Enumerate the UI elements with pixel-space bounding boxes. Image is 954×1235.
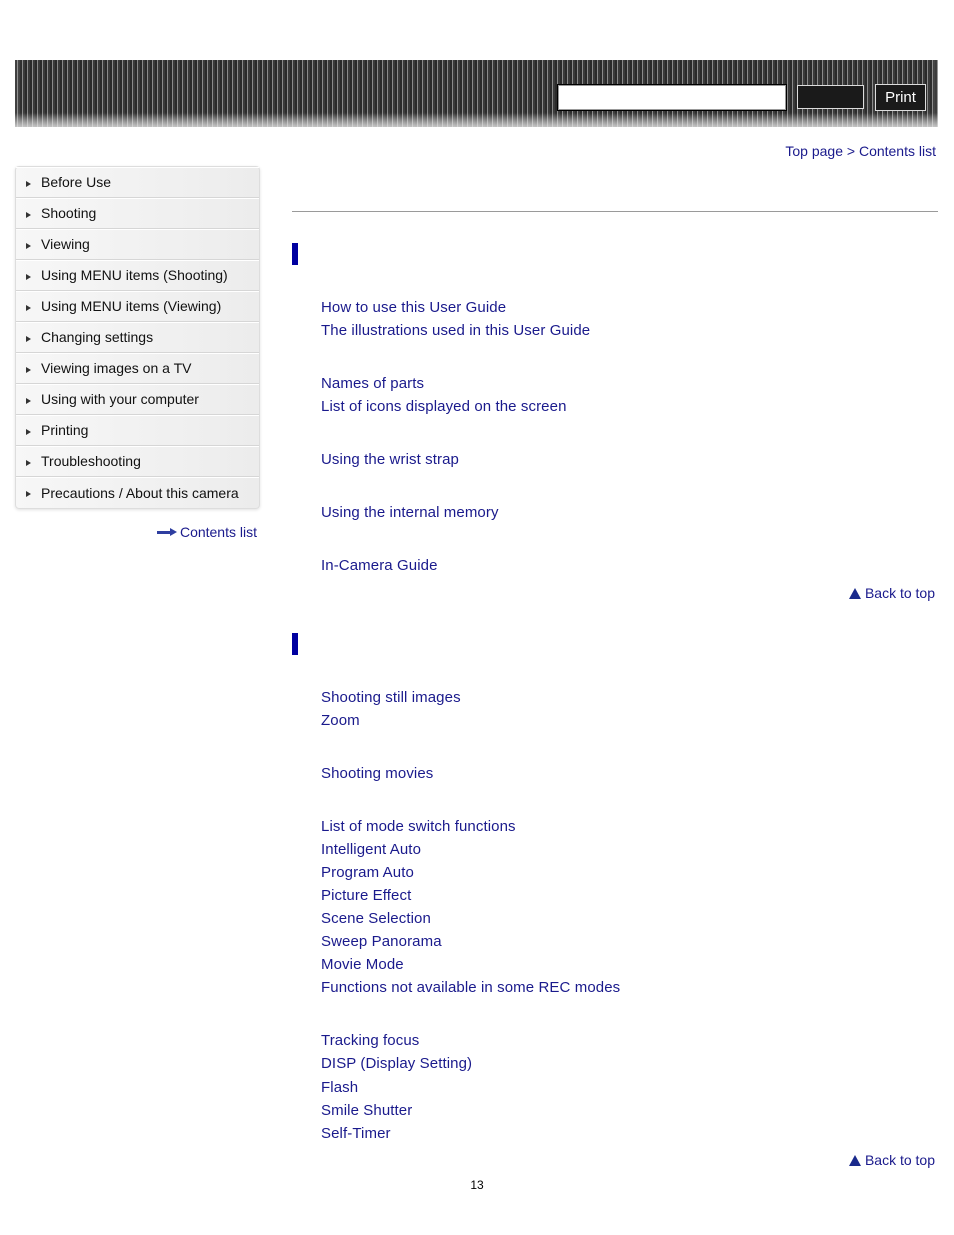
sidebar-item-using-with-computer[interactable]	[16, 384, 259, 415]
link-shooting-still-images[interactable]: Shooting still images	[321, 689, 461, 706]
link-how-to-use[interactable]: How to use this User Guide	[321, 299, 507, 316]
sidebar-item-shooting[interactable]	[16, 198, 259, 229]
link-mode-switch-functions[interactable]: List of mode switch functions	[321, 818, 516, 835]
breadcrumb-top-page[interactable]: Top page	[785, 143, 843, 159]
arrow-right-icon	[157, 528, 177, 536]
triangle-right-icon	[26, 398, 31, 404]
section-marker	[292, 243, 298, 265]
link-tracking-focus[interactable]: Tracking focus	[321, 1032, 420, 1049]
sidebar-item-changing-settings[interactable]	[16, 322, 259, 353]
link-smile-shutter[interactable]: Smile Shutter	[321, 1102, 413, 1119]
triangle-up-icon	[849, 588, 861, 599]
triangle-right-icon	[26, 274, 31, 280]
search-input[interactable]	[558, 85, 786, 110]
link-sweep-panorama[interactable]: Sweep Panorama	[321, 933, 442, 950]
sidebar-item-printing[interactable]	[16, 415, 259, 446]
triangle-right-icon	[26, 181, 31, 187]
link-flash[interactable]: Flash	[321, 1079, 359, 1096]
sidebar-item-label: Precautions / About this camera	[41, 484, 239, 501]
triangle-up-icon	[849, 1155, 861, 1166]
triangle-right-icon	[26, 367, 31, 373]
link-intelligent-auto[interactable]: Intelligent Auto	[321, 841, 422, 858]
link-illustrations[interactable]: The illustrations used in this User Guide	[321, 322, 591, 339]
sidebar-item-menu-viewing[interactable]	[16, 291, 259, 322]
sidebar-item-label: Shooting	[41, 205, 97, 221]
breadcrumb-separator: >	[842, 143, 859, 159]
sidebar-item-label: Viewing	[41, 236, 90, 252]
triangle-right-icon	[26, 460, 31, 466]
back-to-top-label: Back to top	[864, 585, 935, 601]
link-functions-not-available[interactable]: Functions not available in some REC modes	[321, 979, 621, 996]
sidebar-item-viewing-on-tv[interactable]	[16, 353, 259, 384]
sidebar-item-label: Printing	[41, 422, 89, 438]
breadcrumb-contents-list[interactable]: Contents list	[858, 143, 936, 159]
sidebar-contents-list-link[interactable]	[157, 524, 257, 540]
horizontal-rule	[292, 211, 938, 212]
sidebar-item-troubleshooting[interactable]	[16, 446, 259, 477]
page-number: 13	[470, 1178, 484, 1192]
link-disp-setting[interactable]: DISP (Display Setting)	[321, 1055, 473, 1072]
sidebar-item-label: Before Use	[41, 174, 112, 190]
back-to-top-link[interactable]	[849, 585, 935, 601]
breadcrumb	[785, 143, 936, 159]
sidebar-item-label: Viewing images on a TV	[41, 360, 192, 376]
section-marker	[292, 633, 298, 655]
sidebar-item-label: Using MENU items (Viewing)	[41, 298, 222, 314]
sidebar-item-label: Changing settings	[41, 329, 154, 345]
search-button[interactable]	[797, 85, 864, 109]
link-internal-memory[interactable]: Using the internal memory	[321, 504, 499, 521]
link-names-of-parts[interactable]: Names of parts	[321, 375, 425, 392]
link-picture-effect[interactable]: Picture Effect	[321, 887, 412, 904]
link-wrist-strap[interactable]: Using the wrist strap	[321, 451, 459, 468]
sidebar-item-label: Using MENU items (Shooting)	[41, 267, 228, 283]
sidebar-item-label: Troubleshooting	[41, 453, 141, 469]
triangle-right-icon	[26, 429, 31, 435]
sidebar-item-label: Using with your computer	[41, 391, 199, 407]
sidebar-item-viewing[interactable]	[16, 229, 259, 260]
sidebar-item-before-use[interactable]	[16, 167, 259, 198]
print-button[interactable]: Print	[875, 84, 926, 111]
link-shooting-movies[interactable]: Shooting movies	[321, 765, 434, 782]
triangle-right-icon	[26, 305, 31, 311]
back-to-top-link[interactable]	[849, 1152, 935, 1168]
link-in-camera-guide[interactable]: In-Camera Guide	[321, 557, 438, 574]
triangle-right-icon	[26, 491, 31, 497]
triangle-right-icon	[26, 336, 31, 342]
sidebar-item-menu-shooting[interactable]	[16, 260, 259, 291]
sidebar-item-precautions[interactable]	[16, 477, 259, 508]
link-movie-mode[interactable]: Movie Mode	[321, 956, 404, 973]
back-to-top-label: Back to top	[864, 1152, 935, 1168]
link-scene-selection[interactable]: Scene Selection	[321, 910, 431, 927]
link-self-timer[interactable]: Self-Timer	[321, 1125, 391, 1142]
sidebar-nav	[15, 166, 260, 509]
triangle-right-icon	[26, 212, 31, 218]
link-zoom[interactable]: Zoom	[321, 712, 360, 729]
link-program-auto[interactable]: Program Auto	[321, 864, 414, 881]
link-list-of-icons[interactable]: List of icons displayed on the screen	[321, 398, 567, 415]
contents-list-label: Contents list	[179, 524, 257, 540]
triangle-right-icon	[26, 243, 31, 249]
